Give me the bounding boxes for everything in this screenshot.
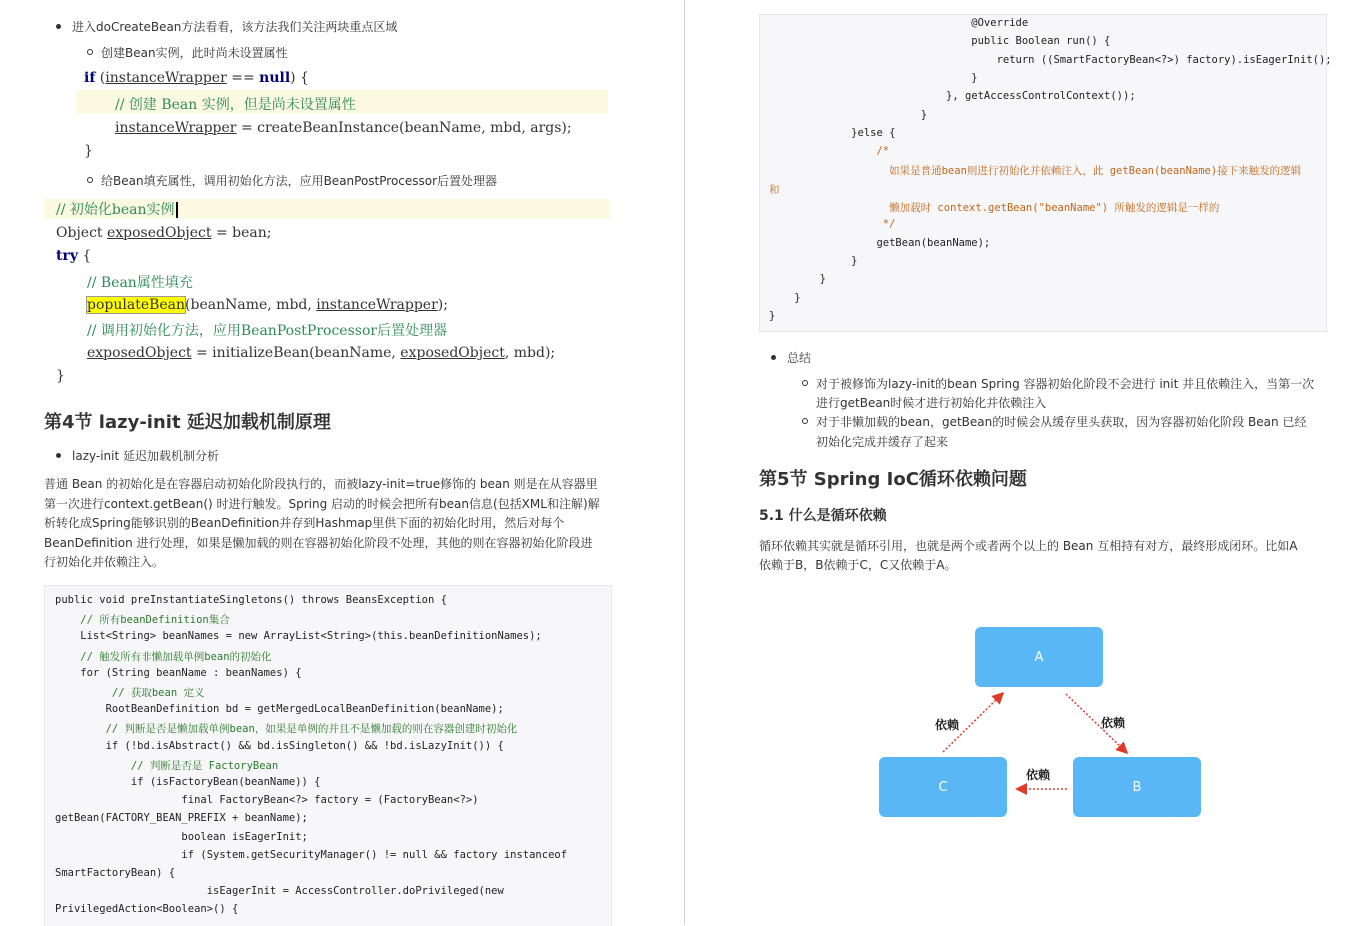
code4-line: } bbox=[769, 273, 826, 286]
var-exposedObject: exposedObject bbox=[87, 345, 192, 361]
para-line: BeanDefinition 进行处理，如果是懒加载的则在容器初始化阶段不处理，其他的则在容器初始化阶段进 bbox=[44, 535, 593, 550]
code3-line: // 所有beanDefinition集合 bbox=[55, 614, 230, 627]
code3-line: public void preInstantiateSingletons() throws BeansException { bbox=[55, 594, 447, 606]
code4-line: } bbox=[769, 254, 858, 267]
var-instanceWrapper: instanceWrapper bbox=[105, 70, 227, 86]
code1-if-line bbox=[84, 70, 309, 86]
node-c: C bbox=[879, 757, 1007, 817]
code4-line: }else { bbox=[769, 126, 896, 139]
summary1-line-b: 进行getBean时候才进行初始化并依赖注入 bbox=[816, 396, 1047, 410]
var-instanceWrapper: instanceWrapper bbox=[115, 120, 237, 136]
code4-line: public Boolean run() { bbox=[769, 35, 1111, 48]
obj-rest: = bean; bbox=[211, 225, 272, 241]
dependency-arrows bbox=[686, 0, 1350, 925]
code3-line: // 判断是否是 FactoryBean bbox=[55, 759, 279, 772]
code3-line: if (!bd.isAbstract() && bd.isSingleton() && !bd.isLazyInit()) { bbox=[55, 739, 504, 752]
text-cursor bbox=[176, 202, 178, 218]
sub-bullet-fill-bean: 给Bean填充属性，调用初始化方法，应用BeanPostProcessor后置处理器 bbox=[101, 174, 498, 188]
code3-line: // 获取bean 定义 bbox=[55, 687, 205, 699]
var-instanceWrapper: instanceWrapper bbox=[316, 297, 438, 313]
code2-comment-invoke: // 调用初始化方法，应用BeanPostProcessor后置处理器 bbox=[87, 323, 448, 339]
code4-line: */ bbox=[769, 218, 896, 231]
bullet-summary: 总结 bbox=[787, 351, 812, 365]
subsection-5-1-title: 5.1 什么是循环依赖 bbox=[759, 508, 887, 524]
para-line: 第一次进行context.getBean() 时进行触发。Spring 启动的时候会把所有bean信息(包括XML和注解)解 bbox=[44, 496, 600, 511]
lazy-init-paragraph bbox=[44, 475, 624, 573]
paren-close: ) { bbox=[290, 70, 309, 86]
brace: { bbox=[77, 248, 92, 264]
code4-line: } bbox=[769, 291, 801, 304]
assign-rest: = createBeanInstance(beanName, mbd, args); bbox=[236, 120, 572, 136]
summary2-line-b: 初始化完成并缓存了起来 bbox=[816, 435, 949, 449]
method-populateBean: populateBean bbox=[87, 297, 186, 313]
label-depends-ab: 依赖 bbox=[1101, 716, 1126, 730]
code2-comment-fill: // Bean属性填充 bbox=[87, 275, 193, 291]
para-line: 行初始化并依赖注入。 bbox=[44, 555, 165, 569]
code2-comment-init bbox=[56, 199, 178, 219]
page-divider bbox=[684, 0, 685, 925]
para-line: 普通 Bean 的初始化是在容器启动初始化阶段执行的，而被lazy-init=true修饰的 bean 则是在从容器里 bbox=[44, 477, 598, 491]
code3-line: isEagerInit = AccessController.doPrivileged(new bbox=[55, 885, 504, 898]
para-line: 析转化成Spring能够识别的BeanDefinition并存到Hashmap里供下面的初始化时用，然后对每个 bbox=[44, 516, 565, 530]
node-b: B bbox=[1073, 757, 1201, 817]
code3-line: RootBeanDefinition bd = getMergedLocalBeanDefinition(beanName); bbox=[55, 703, 504, 716]
summary2-line-a: 对于非懒加载的bean，getBean的时候会从缓存里头获取，因为容器初始化阶段 Bean 已经 bbox=[816, 415, 1307, 429]
code3-line: if (System.getSecurityManager() != null && factory instanceof bbox=[55, 848, 568, 861]
summary1-line-a: 对于被修饰为lazy-init的bean Spring 容器初始化阶段不会进行 init 并且依赖注入，当第一次 bbox=[816, 377, 1315, 391]
comment-init-text: // 初始化bean实例 bbox=[56, 202, 175, 218]
code2-try-line bbox=[56, 248, 91, 264]
op-eq: == bbox=[226, 70, 260, 86]
label-depends-bc: 依赖 bbox=[1026, 768, 1051, 782]
paren: ( bbox=[99, 70, 106, 86]
bullet-doCreateBean: 进入doCreateBean方法看看，该方法我们关注两块重点区域 bbox=[72, 20, 398, 34]
code4-line: } bbox=[769, 71, 978, 84]
code4-line: 如果是普通bean则进行初始化并依赖注入，此 getBean(beanName)接下来触发的逻辑 bbox=[769, 165, 1302, 178]
section5-title: 第5节 Spring IoC循环依赖问题 bbox=[759, 469, 1027, 490]
code4-line: } bbox=[769, 309, 776, 322]
para51-line-a: 循环依赖其实就是循环引用，也就是两个或者两个以上的 Bean 互相持有对方，最终形成闭环。比如A bbox=[759, 539, 1298, 553]
code4-line: 和 bbox=[769, 183, 780, 196]
bullet-lazy-init: lazy-init 延迟加载机制分析 bbox=[72, 449, 220, 463]
circular-dependency-diagram bbox=[686, 0, 1350, 925]
code3-line: if (isFactoryBean(beanName)) { bbox=[55, 776, 321, 788]
populate-close: ); bbox=[437, 297, 448, 313]
init-call: = initializeBean(beanName, bbox=[191, 345, 401, 361]
para51-line-b: 依赖于B，B依赖于C，C又依赖于A。 bbox=[759, 558, 957, 572]
code3-line: List<String> beanNames = new ArrayList<String>(this.beanDefinitionNames); bbox=[55, 630, 542, 643]
code3-line: getBean(FACTORY_BEAN_PREFIX + beanName); bbox=[55, 812, 308, 825]
code4-line: @Override bbox=[769, 17, 1029, 29]
code4-line: getBean(beanName); bbox=[769, 236, 991, 249]
var-exposedObject: exposedObject bbox=[106, 225, 212, 241]
code3-line: // 判断是否是懒加载单例bean，如果是单例的并且不是懒加载的则在容器创建时初始化 bbox=[55, 723, 518, 736]
code3-line: final FactoryBean<?> factory = (FactoryBean<?>) bbox=[55, 794, 479, 807]
sub-bullet-create-bean: 创建Bean实例，此时尚未设置属性 bbox=[101, 46, 288, 60]
code3-line: SmartFactoryBean) { bbox=[55, 867, 176, 879]
right-page bbox=[686, 0, 1350, 925]
node-a: A bbox=[975, 627, 1103, 687]
code4-line: /* bbox=[769, 145, 890, 158]
type-object: Object bbox=[56, 225, 107, 241]
code2-close: } bbox=[56, 368, 65, 384]
code2-populate-line bbox=[87, 297, 448, 313]
keyword-try: try bbox=[56, 248, 78, 264]
code3-line: PrivilegedAction<Boolean>() { bbox=[55, 903, 239, 916]
code4-line: } bbox=[769, 108, 928, 121]
code4-line: }, getAccessControlContext()); bbox=[769, 90, 1136, 103]
code1-assign-line bbox=[115, 120, 572, 136]
code4-line: return ((SmartFactoryBean<?>) factory).isEagerInit(); bbox=[769, 53, 1332, 66]
label-depends-ca: 依赖 bbox=[935, 718, 960, 732]
code3-line: // 触发所有非懒加载单例bean的初始化 bbox=[55, 650, 272, 663]
code3-line: for (String beanName : beanNames) { bbox=[55, 666, 302, 679]
init-close: , mbd); bbox=[504, 345, 556, 361]
var-exposedObject: exposedObject bbox=[400, 345, 505, 361]
code2-init-line bbox=[87, 345, 555, 361]
code4-line: 懒加载时 context.getBean("beanName") 所触发的逻辑是一样的 bbox=[769, 202, 1220, 214]
keyword-if: if bbox=[84, 70, 96, 86]
section4-title: 第4节 lazy-init 延迟加载机制原理 bbox=[44, 412, 331, 433]
code1-close: } bbox=[84, 143, 93, 159]
code2-object-line bbox=[56, 225, 272, 241]
code1-comment: // 创建 Bean 实例，但是尚未设置属性 bbox=[115, 97, 356, 113]
code3-line: boolean isEagerInit; bbox=[55, 830, 308, 843]
keyword-null: null bbox=[259, 70, 291, 86]
populate-args: (beanName, mbd, bbox=[185, 297, 317, 313]
